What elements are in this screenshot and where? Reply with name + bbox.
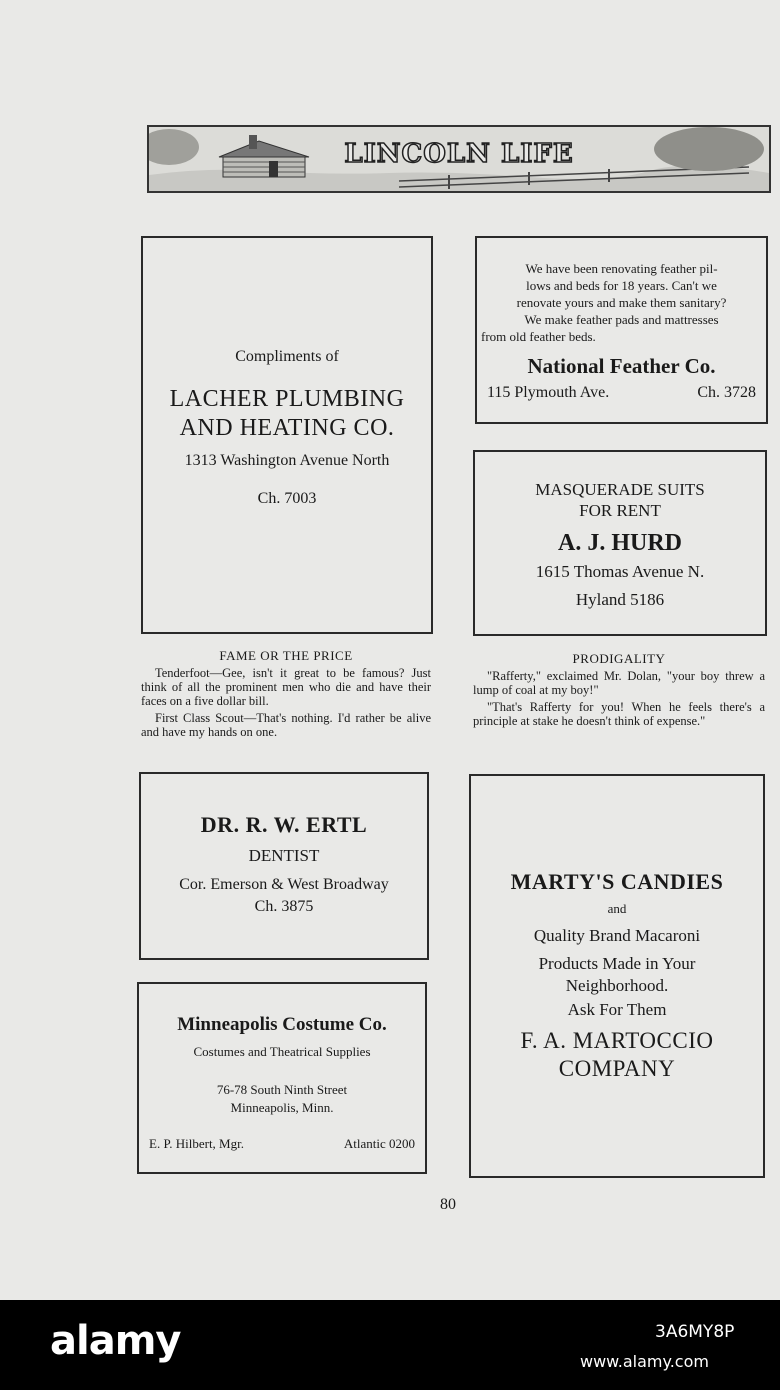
ertl-name: DR. R. W. ERTL (200, 812, 368, 837)
feather-text-line1: We have been renovating feather pil- (525, 261, 718, 276)
header-banner (147, 125, 771, 193)
lacher-name-line1: LACHER PLUMBING (169, 386, 405, 412)
watermark-url: www.alamy.com (580, 1352, 709, 1371)
lacher-plumbing-ad (141, 236, 433, 634)
image-id: 3A6MY8P (655, 1322, 735, 1342)
story-fame-p2: First Class Scout—That's nothing. I'd rather be alive and have my hands on one. (141, 711, 431, 739)
national-feather-ad (475, 236, 768, 424)
costume-tagline: Costumes and Theatrical Supplies (193, 1044, 371, 1059)
story-fame-p1: Tenderfoot—Gee, isn't it great to be famous? Just think of all the prominent men who die and have their faces on a five dollar bill. (141, 666, 431, 708)
hurd-masquerade-ad (473, 450, 767, 636)
story-fame (141, 648, 431, 739)
lacher-name-line2: AND HEATING CO. (179, 415, 395, 441)
hurd-phone: Hyland 5186 (575, 590, 665, 609)
lacher-intro: Compliments of (235, 348, 339, 365)
costume-phone: Atlantic 0200 (343, 1136, 415, 1151)
ertl-phone: Ch. 3875 (254, 898, 314, 915)
banner-title: LINCOLN LIFE (344, 139, 574, 169)
costume-name: Minneapolis Costume Co. (177, 1014, 387, 1035)
feather-phone: Ch. 3728 (697, 384, 756, 401)
hurd-line1: MASQUERADE SUITS (535, 480, 705, 499)
martys-company-line1: F. A. MARTOCCIO (520, 1028, 714, 1053)
story-prodigality-p1: "Rafferty," exclaimed Mr. Dolan, "your boy threw a lump of coal at my boy!" (473, 669, 765, 697)
ertl-address: Cor. Emerson & West Broadway (179, 876, 389, 893)
lacher-phone: Ch. 7003 (257, 490, 317, 507)
martys-line2: Products Made in Your (538, 954, 696, 973)
feather-text-line5: from old feather beds. (481, 329, 596, 344)
feather-text-line2: lows and beds for 18 years. Can't we (526, 278, 717, 293)
feather-address: 115 Plymouth Ave. (487, 384, 610, 401)
hurd-line2: FOR RENT (579, 501, 661, 520)
feather-text-line3: renovate yours and make them sanitary? (516, 295, 727, 310)
martys-name: MARTY'S CANDIES (510, 869, 724, 894)
story-prodigality (473, 651, 765, 728)
costume-address-line1: 76-78 South Ninth Street (216, 1082, 348, 1097)
feather-description (481, 260, 762, 345)
hurd-address: 1615 Thomas Avenue N. (535, 562, 705, 581)
martys-company-line2: COMPANY (558, 1056, 676, 1081)
martys-candies-ad (469, 774, 765, 1178)
costume-address-line2: Minneapolis, Minn. (230, 1100, 334, 1115)
story-prodigality-p2: "That's Rafferty for you! When he feels there's a principle at stake he doesn't think of expense." (473, 700, 765, 728)
minneapolis-costume-ad (137, 982, 427, 1174)
story-prodigality-title: PRODIGALITY (572, 651, 666, 666)
martys-line1: Quality Brand Macaroni (533, 926, 701, 945)
lacher-address: 1313 Washington Avenue North (184, 452, 390, 469)
costume-manager: E. P. Hilbert, Mgr. (149, 1136, 244, 1151)
feather-company-name: National Feather Co. (527, 354, 716, 378)
ertl-title: DENTIST (248, 846, 320, 865)
ertl-dentist-ad (139, 772, 429, 960)
martys-line4: Ask For Them (567, 1000, 667, 1019)
page-number: 80 (440, 1196, 456, 1213)
feather-text-line4: We make feather pads and mattresses (524, 312, 719, 327)
martys-line3: Neighborhood. (565, 976, 669, 995)
story-fame-title: FAME OR THE PRICE (219, 648, 353, 663)
hurd-name: A. J. HURD (558, 530, 682, 556)
alamy-logo: alamy (50, 1318, 181, 1364)
martys-and: and (607, 901, 627, 916)
